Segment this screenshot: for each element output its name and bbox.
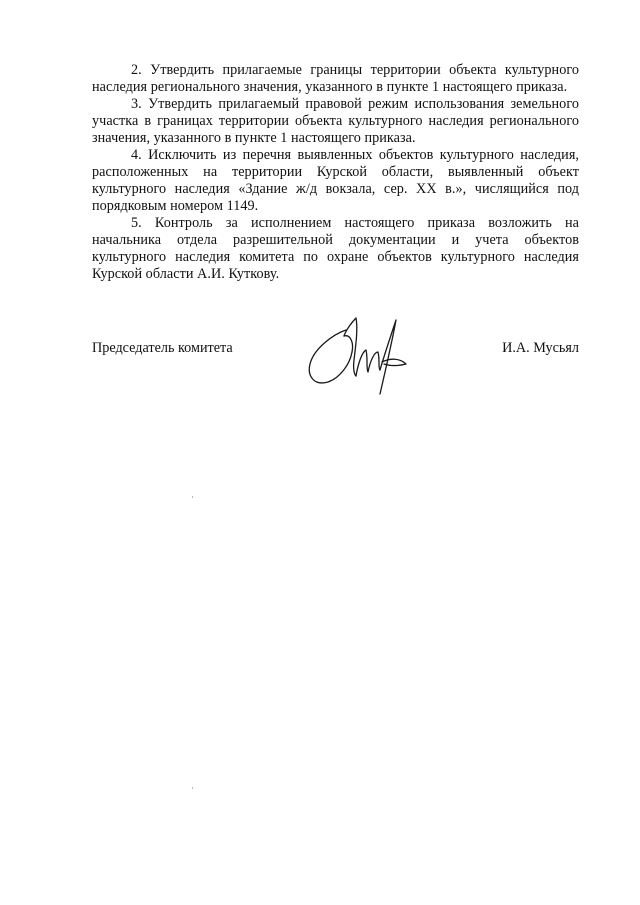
paragraph-item-3: 3. Утвердить прилагаемый правовой режим использования земельного участка в границах территории объекта культурного наследия регионального значения, указанного в пункте 1 настоящего приказа.: [92, 96, 579, 146]
scan-speck: [192, 787, 193, 789]
signer-position: Председатель комитета: [92, 340, 233, 356]
handwritten-signature: [300, 308, 412, 400]
paragraph-item-4: 4. Исключить из перечня выявленных объектов культурного наследия, расположенных на территории Курской области, выявленный объект культурного наследия «Здание ж/д вокзала, сер. XX в.», числящийся под порядковым номером 1149.: [92, 147, 579, 214]
paragraph-item-5: 5. Контроль за исполнением настоящего приказа возложить на начальника отдела разрешительной документации и учета объектов культурного наследия комитета по охране объектов культурного наследия Курской области А.И. Куткову.: [92, 215, 579, 282]
order-body: [92, 62, 579, 283]
paragraph-item-2: 2. Утвердить прилагаемые границы территории объекта культурного наследия регионального значения, указанного в пункте 1 настоящего приказа.: [92, 62, 579, 95]
scan-speck: [192, 496, 193, 498]
signer-name: И.А. Мусьял: [502, 340, 579, 356]
